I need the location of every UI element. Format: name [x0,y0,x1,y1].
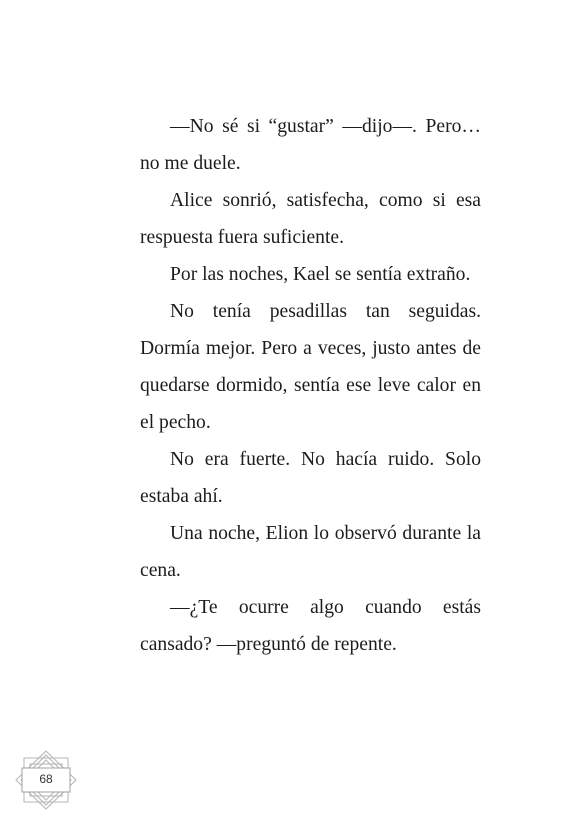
paragraph: Una noche, Elion lo observó durante la cena. [140,523,481,581]
paragraph: —¿Te ocurre algo cuando estás cansado? —preguntó de repente. [140,597,481,655]
page-number: 68 [39,772,53,786]
paragraph: No era fuerte. No hacía ruido. Solo estaba ahí. [140,449,481,507]
body-text [140,108,481,663]
paragraph: —No sé si “gustar” —dijo—. Pero… no me duele. [140,116,481,174]
paragraph: Por las noches, Kael se sentía extraño. [170,264,471,285]
paragraph: Alice sonrió, satisfecha, como si esa respuesta fuera suficiente. [140,190,481,248]
paragraph: No tenía pesadillas tan seguidas. Dormía mejor. Pero a veces, justo antes de quedarse dormido, sentía ese leve calor en el pecho. [140,301,481,433]
